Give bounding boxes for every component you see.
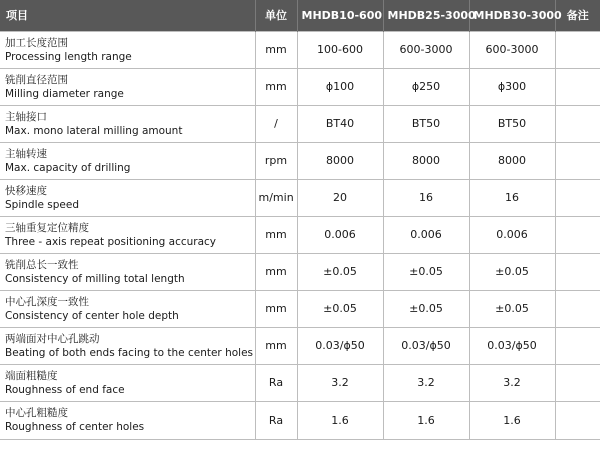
- note-cell: [555, 68, 600, 105]
- item-cell: [0, 179, 255, 216]
- item-name-en: Max. mono lateral milling amount: [5, 124, 183, 137]
- value-cell-model-2: 8000: [383, 142, 469, 179]
- item-name-en: Consistency of milling total length: [5, 272, 185, 285]
- note-cell: [555, 327, 600, 364]
- table-row: [0, 401, 600, 439]
- table-row: [0, 327, 600, 364]
- item-name-zh: 中心孔深度一致性: [5, 295, 89, 308]
- table-row: [0, 179, 600, 216]
- item-name-en: Spindle speed: [5, 198, 80, 211]
- value-cell-model-1: 100-600: [297, 31, 383, 68]
- value-cell-model-3: 8000: [469, 142, 555, 179]
- note-cell: [555, 105, 600, 142]
- unit-cell: /: [255, 105, 297, 142]
- value-cell-model-1: 20: [297, 179, 383, 216]
- table-row: [0, 216, 600, 253]
- value-cell-model-3: BT50: [469, 105, 555, 142]
- table-row: [0, 142, 600, 179]
- value-cell-model-3: 0.03/ϕ50: [469, 327, 555, 364]
- note-cell: [555, 142, 600, 179]
- unit-cell: mm: [255, 253, 297, 290]
- value-cell-model-3: 3.2: [469, 364, 555, 401]
- value-cell-model-1: 1.6: [297, 401, 383, 439]
- value-cell-model-2: ±0.05: [383, 253, 469, 290]
- note-cell: [555, 253, 600, 290]
- value-cell-model-1: 3.2: [297, 364, 383, 401]
- unit-cell: mm: [255, 290, 297, 327]
- item-name-zh: 主轴转速: [5, 147, 47, 160]
- value-cell-model-2: ϕ250: [383, 68, 469, 105]
- unit-cell: mm: [255, 31, 297, 68]
- value-cell-model-2: BT50: [383, 105, 469, 142]
- table-row: [0, 105, 600, 142]
- header-model-2: MHDB25-3000: [383, 0, 469, 31]
- value-cell-model-3: 1.6: [469, 401, 555, 439]
- header-note: 备注: [555, 0, 600, 31]
- value-cell-model-1: 0.006: [297, 216, 383, 253]
- value-cell-model-1: BT40: [297, 105, 383, 142]
- header-unit: 单位: [255, 0, 297, 31]
- item-name-zh: 中心孔粗糙度: [5, 407, 68, 419]
- item-name-en: Three - axis repeat positioning accuracy: [5, 235, 217, 248]
- item-name-zh: 铣削直径范围: [5, 73, 68, 86]
- header-item: 项目: [6, 9, 28, 23]
- item-cell: [0, 216, 255, 253]
- header-row: [0, 0, 600, 31]
- value-cell-model-1: 8000: [297, 142, 383, 179]
- value-cell-model-1: ±0.05: [297, 290, 383, 327]
- value-cell-model-1: ±0.05: [297, 253, 383, 290]
- item-name-en: Max. capacity of drilling: [5, 161, 131, 174]
- value-cell-model-3: 600-3000: [469, 31, 555, 68]
- header-model-3: MHDB30-3000: [469, 0, 555, 31]
- item-cell: [0, 401, 255, 439]
- note-cell: [555, 364, 600, 401]
- item-name-en: Roughness of center holes: [5, 421, 145, 433]
- unit-cell: mm: [255, 216, 297, 253]
- value-cell-model-2: 3.2: [383, 364, 469, 401]
- value-cell-model-2: ±0.05: [383, 290, 469, 327]
- item-cell: [0, 105, 255, 142]
- item-name-zh: 端面粗糙度: [5, 369, 58, 382]
- item-name-zh: 主轴接口: [5, 110, 47, 123]
- item-name-en: Beating of both ends facing to the center holes: [5, 346, 254, 359]
- unit-cell: Ra: [255, 364, 297, 401]
- table-body: [0, 31, 600, 439]
- item-name-en: Consistency of center hole depth: [5, 309, 179, 322]
- table-header: [0, 0, 600, 31]
- table-row: [0, 290, 600, 327]
- table-row: [0, 31, 600, 68]
- table-row: [0, 364, 600, 401]
- unit-cell: rpm: [255, 142, 297, 179]
- item-cell: [0, 364, 255, 401]
- note-cell: [555, 31, 600, 68]
- item-cell: [0, 290, 255, 327]
- item-cell: [0, 253, 255, 290]
- note-cell: [555, 216, 600, 253]
- value-cell-model-3: ±0.05: [469, 290, 555, 327]
- table-row: [0, 253, 600, 290]
- note-cell: [555, 290, 600, 327]
- item-cell: [0, 68, 255, 105]
- value-cell-model-2: 0.006: [383, 216, 469, 253]
- item-cell: [0, 31, 255, 68]
- unit-cell: mm: [255, 68, 297, 105]
- item-name-zh: 两端面对中心孔跳动: [5, 332, 100, 345]
- item-name-zh: 加工长度范围: [5, 36, 68, 49]
- note-cell: [555, 179, 600, 216]
- value-cell-model-2: 1.6: [383, 401, 469, 439]
- item-name-en: Milling diameter range: [5, 87, 124, 100]
- value-cell-model-2: 16: [383, 179, 469, 216]
- unit-cell: Ra: [255, 401, 297, 439]
- unit-cell: mm: [255, 327, 297, 364]
- header-model-1: MHDB10-600: [297, 0, 383, 31]
- unit-cell: m/min: [255, 179, 297, 216]
- item-name-en: Processing length range: [5, 50, 132, 63]
- item-cell: [0, 142, 255, 179]
- item-cell: [0, 327, 255, 364]
- item-name-zh: 铣削总长一致性: [5, 258, 79, 271]
- value-cell-model-3: 16: [469, 179, 555, 216]
- value-cell-model-3: ϕ300: [469, 68, 555, 105]
- item-name-zh: 快移速度: [5, 184, 47, 197]
- value-cell-model-2: 0.03/ϕ50: [383, 327, 469, 364]
- note-cell: [555, 401, 600, 439]
- item-name-zh: 三轴重复定位精度: [5, 221, 89, 234]
- value-cell-model-3: 0.006: [469, 216, 555, 253]
- table-row: [0, 68, 600, 105]
- value-cell-model-1: ϕ100: [297, 68, 383, 105]
- value-cell-model-1: 0.03/ϕ50: [297, 327, 383, 364]
- value-cell-model-3: ±0.05: [469, 253, 555, 290]
- item-name-en: Roughness of end face: [5, 383, 125, 396]
- value-cell-model-2: 600-3000: [383, 31, 469, 68]
